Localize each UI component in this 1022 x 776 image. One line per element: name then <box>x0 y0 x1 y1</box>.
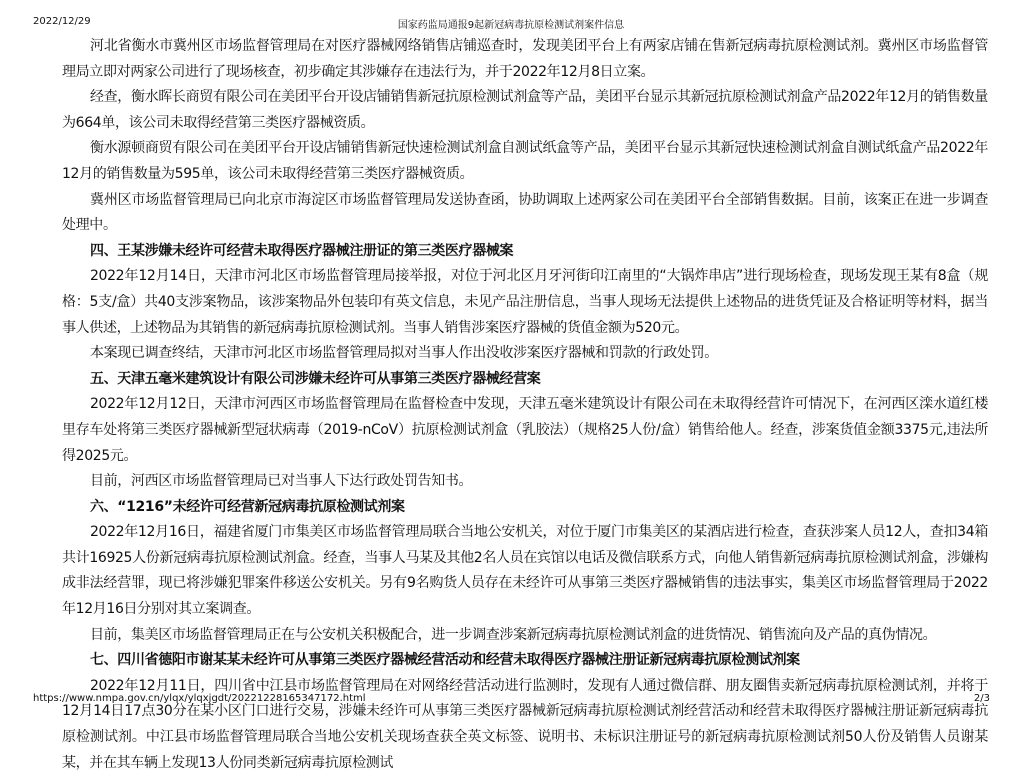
section-heading: 七、四川省德阳市谢某某未经许可从事第三类医疗器械经营活动和经营未取得医疗器械注册证新冠病毒抗原检测试剂案 <box>90 652 800 669</box>
body-paragraph: 目前，集美区市场监督管理局正在与公安机关积极配合，进一步调查涉案新冠病毒抗原检测试剂盒的进货情况、销售流向及产品的真伪情况。 <box>90 626 937 643</box>
section-heading: 五、天津五毫米建筑设计有限公司涉嫌未经许可从事第三类医疗器械经营案 <box>90 370 541 387</box>
section-heading: 四、王某涉嫌未经许可经营未取得医疗器械注册证的第三类医疗器械案 <box>90 242 514 259</box>
header-title: 国家药监局通报9起新冠病毒抗原检测试剂案件信息 <box>397 20 625 31</box>
body-paragraph: 衡水源顿商贸有限公司在美团平台开设店铺销售新冠快速检测试剂盒自测试纸盒等产品，美团平台显示其新冠快速检测试剂盒自测试纸盒产品2022年12月的销售数量为595单，该公司未取得经营第三类医疗器械资质。 <box>62 140 988 182</box>
body-paragraph: 河北省衡水市冀州区市场监督管理局在对医疗器械网络销售店铺巡查时，发现美团平台上有两家店铺在售新冠病毒抗原检测试剂。冀州区市场监督管理局立即对两家公司进行了现场核查，初步确定其涉嫌存在违法行为，并于2022年12月8日立案。 <box>62 38 988 80</box>
body-paragraph: 2022年12月12日，天津市河西区市场监督管理局在监督检查中发现，天津五毫米建筑设计有限公司在未取得经营许可情况下，在河西区滦水道红楼里存车处将第三类医疗器械新型冠状病毒（2019-nCoV）抗原检测试剂盒（乳胶法）（规格25人份/盒）销售给他人。经查，涉案货值金额3375元,违法所得2025元。 <box>62 396 988 464</box>
body-paragraph: 2022年12月16日，福建省厦门市集美区市场监督管理局联合当地公安机关，对位于厦门市集美区的某酒店进行检查，查获涉案人员12人，查扣34箱共计16925人份新冠病毒抗原检测试剂盒。经查，当事人马某及其他2名人员在宾馆以电话及微信联系方式，向他人销售新冠病毒抗原检测试剂盒，涉嫌构成非法经营罪，现已将涉嫌犯罪案件移送公安机关。另有9名购货人员存在未经许可从事第三类医疗器械销售的违法事实，集美区市场监督管理局于2022年12月16日分别对其立案调查。 <box>62 524 988 618</box>
footer-page-number: 2/3 <box>973 693 990 704</box>
section-heading: 六、“1216”未经许可经营新冠病毒抗原检测试剂案 <box>90 498 405 515</box>
article-body <box>62 34 988 776</box>
body-paragraph: 2022年12月11日，四川省中江县市场监督管理局在对网络经营活动进行监测时，发现有人通过微信群、朋友圈售卖新冠病毒抗原检测试剂，并将于12月14日17点30分在某小区门口进行交易，涉嫌未经许可从事第三类医疗器械新冠病毒抗原检测试剂经营活动和经营未取得医疗器械注册证新冠病毒抗原检测试剂。中江县市场监督管理局联合当地公安机关现场查获全英文标签、说明书、未标识注册证号的新冠病毒抗原检测试剂50人份及销售人员谢某某，并在其车辆上发现13人份同类新冠病毒抗原检测试 <box>62 677 988 771</box>
body-paragraph: 本案现已调查终结，天津市河北区市场监督管理局拟对当事人作出没收涉案医疗器械和罚款的行政处罚。 <box>90 345 718 362</box>
body-paragraph: 冀州区市场监督管理局已向北京市海淀区市场监督管理局发送协查函，协助调取上述两家公司在美团平台全部销售数据。目前，该案正在进一步调查处理中。 <box>62 191 988 234</box>
body-paragraph: 经查，衡水晖长商贸有限公司在美团平台开设店铺销售新冠抗原检测试剂盒等产品，美团平台显示其新冠抗原检测试剂盒产品2022年12月的销售数量为664单，该公司未取得经营第三类医疗器械资质。 <box>62 89 988 131</box>
header-date: 2022/12/29 <box>33 16 91 27</box>
body-paragraph: 2022年12月14日，天津市河北区市场监督管理局接举报，对位于河北区月牙河街印江南里的“大锅炸串店”进行现场检查，现场发现王某有8盒（规格：5支/盒）共40支涉案物品，该涉案物品外包装印有英文信息，未见产品注册信息，当事人现场无法提供上述物品的进货凭证及合格证明等材料，据当事人供述，上述物品为其销售的新冠病毒抗原检测试剂。当事人销售涉案医疗器械的货值金额为520元。 <box>62 268 988 336</box>
body-paragraph: 目前，河西区市场监督管理局已对当事人下达行政处罚告知书。 <box>90 473 473 490</box>
footer-url: https://www.nmpa.gov.cn/ylqx/ylqxjgdt/20221228165347172.html <box>33 693 366 704</box>
